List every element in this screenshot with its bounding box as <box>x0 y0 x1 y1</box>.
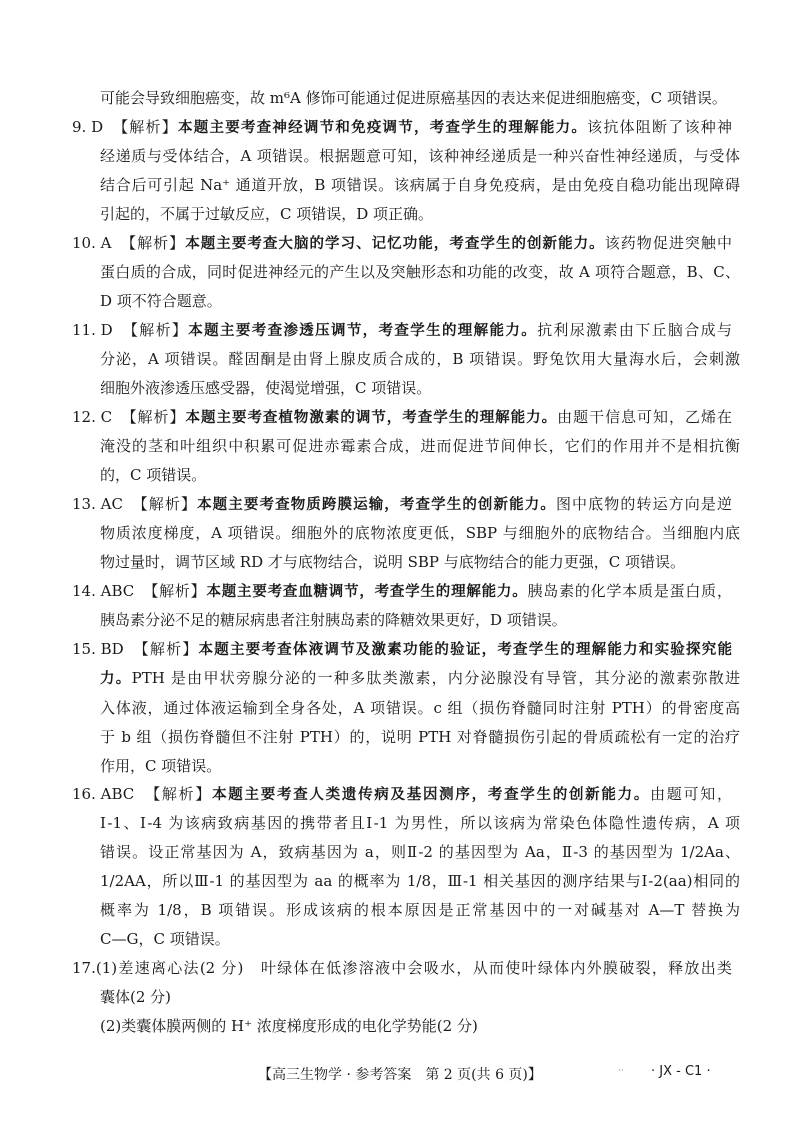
analysis-summary: 本题主要考查人类遗传病及基因测序，考查学生的创新能力。 <box>212 787 651 803</box>
text-line: 入体液，通过体液运输到全身各处，A 项错误。c 组（损伤脊髓同时注射 PTH）的骨密度高 <box>100 699 740 717</box>
text-line: 该药物促进突触中 <box>604 234 732 252</box>
analysis-tag: 【解析】 <box>141 640 199 658</box>
text-line: 蛋白质的合成，同时促进神经元的产生以及突触形态和功能的改变，故 A 项符合题意，B、C、 <box>100 263 740 281</box>
text-line: C—G，C 项错误。 <box>100 930 230 948</box>
answer-item-13-body <box>100 519 740 577</box>
analysis-summary: 本题主要考查物质跨膜运输，考查学生的创新能力。 <box>197 497 556 513</box>
analysis-summary: 本题主要考查体液调节及激素功能的验证，考查学生的理解能力和实验探究能 <box>198 642 732 658</box>
analysis-tag: 【解析】 <box>130 321 189 339</box>
text-line: 物质浓度梯度，A 项错误。细胞外的底物浓度更低，SBP 与细胞外的底物结合。当细胞内底 <box>100 524 740 542</box>
answer-item-11-body <box>100 345 740 403</box>
text-line: 抗利尿激素由下丘脑合成与 <box>537 321 732 339</box>
answer-item-10 <box>72 229 732 259</box>
text-line: (1)差速离心法(2 分) 叶绿体在低渗溶液中会吸水，从而使叶绿体内外膜破裂，释放出类 <box>95 959 732 977</box>
text-line: 于 b 组（损伤脊髓但不注射 PTH）的，说明 PTH 对脊髓损伤引起的骨质疏松有一定的治疗 <box>100 728 740 746</box>
analysis-summary: 本题主要考查大脑的学习、记忆功能，考查学生的创新能力。 <box>185 236 605 252</box>
answer-item-12 <box>72 403 732 433</box>
text-line: 物过量时，调节区域 RD 才与底物结合，说明 SBP 与底物结合的能力更强，C 项错误。 <box>100 553 686 571</box>
text-line: 引起的，不属于过敏反应，C 项错误，D 项正确。 <box>100 205 434 223</box>
answer-item-17-part2 <box>100 1012 740 1041</box>
footer-code: · JX - C1 · <box>651 1064 711 1079</box>
text-line: 该抗体阻断了该种神 <box>587 118 732 136</box>
text-line: 经递质与受体结合，A 项错误。根据题意可知，该种神经递质是一种兴奋性神经递质，与受体 <box>100 147 740 165</box>
text-line: 淹没的茎和叶组织中积累可促进赤霉素合成，进而促进节间伸长，它们的作用并不是相抗衡 <box>100 437 740 455</box>
answer-item-17 <box>72 954 732 983</box>
answer-number: 9. D <box>72 118 104 136</box>
analysis-summary-end: 力。 <box>100 671 132 687</box>
answer-number: 17. <box>72 959 96 977</box>
analysis-tag: 【解析】 <box>152 785 213 803</box>
text-line: 分泌，A 项错误。醛固酮是由肾上腺皮质合成的，B 项错误。野兔饮用大量海水后，会刺激 <box>100 350 740 368</box>
answer-number: 11. D <box>72 321 113 339</box>
page-footer <box>0 1064 800 1088</box>
answer-item-16 <box>72 780 732 810</box>
answer-item-14-body <box>100 606 740 635</box>
text-line: 的，C 项错误。 <box>100 466 207 484</box>
text-line: Ⅰ-1、Ⅰ-4 为该病致病基因的携带者且Ⅰ-1 为男性，所以该病为常染色体隐性遗传病，A 项 <box>100 814 740 832</box>
answer-item-11 <box>72 316 732 346</box>
answer-block <box>100 84 740 113</box>
analysis-summary: 本题主要考查渗透压调节，考查学生的理解能力。 <box>188 323 538 339</box>
answer-item-17-body <box>100 983 740 1012</box>
text-line: 细胞外液渗透压感受器，使渴觉增强，C 项错误。 <box>100 379 432 397</box>
analysis-summary: 本题主要考查神经调节和免疫调节，考查学生的理解能力。 <box>178 120 588 136</box>
text-line: 结合后可引起 Na⁺ 通道开放，B 项错误。该病属于自身免疫病，是由免疫自稳功能出现障碍 <box>100 176 740 194</box>
answer-item-12-body <box>100 432 740 490</box>
answer-number: 15. BD <box>72 640 124 658</box>
answer-number: 12. C <box>72 408 113 426</box>
answer-item-15 <box>72 635 732 665</box>
answer-number: 10. A <box>72 234 112 252</box>
text-line: 可能会导致细胞癌变，故 m⁶A 修饰可能通过促进原癌基因的表达来促进细胞癌变，C 项错误。 <box>100 89 727 107</box>
answer-number: 14. ABC <box>72 582 135 600</box>
answer-item-14 <box>72 577 732 607</box>
text-line: 胰岛素分泌不足的糖尿病患者注射胰岛素的降糖效果更好，D 项错误。 <box>100 611 567 629</box>
analysis-tag: 【解析】 <box>150 582 207 600</box>
answer-item-16-body <box>100 809 740 954</box>
answer-item-10-body <box>100 258 740 316</box>
analysis-tag: 【解析】 <box>128 234 186 252</box>
answer-item-15-body <box>100 664 740 781</box>
answer-number: 16. ABC <box>72 785 135 803</box>
text-line: 图中底物的转运方向是逆 <box>555 495 732 513</box>
text-line: 错误。设正常基因为 A，致病基因为 a，则Ⅱ-2 的基因型为 Aa，Ⅱ-3 的基因型为 1/2Aa、 <box>100 843 740 861</box>
text-line: PTH 是由甲状旁腺分泌的一种多肽类激素，内分泌腺没有导管，其分泌的激素弥散进 <box>131 669 740 687</box>
text-line: 1/2AA，所以Ⅲ-1 的基因型为 aa 的概率为 1/8，Ⅲ-1 相关基因的测序结果与Ⅰ-2(aa)相同的 <box>100 872 740 890</box>
answer-item-9 <box>72 113 732 143</box>
answer-number: 13. AC <box>72 495 123 513</box>
footer-title: 【高三生物学 · 参考答案 第 2 页(共 6 页)】 <box>258 1067 542 1083</box>
text-line: 由题可知， <box>650 785 732 803</box>
text-line: 胰岛素的化学本质是蛋白质， <box>527 582 732 600</box>
text-line: (2)类囊体膜两侧的 H⁺ 浓度梯度形成的电化学势能(2 分) <box>100 1017 478 1035</box>
analysis-summary: 本题主要考查血糖调节，考查学生的理解能力。 <box>206 584 528 600</box>
text-line: 作用，C 项错误。 <box>100 757 222 775</box>
analysis-tag: 【解析】 <box>129 408 186 426</box>
text-line: 囊体(2 分) <box>100 988 172 1006</box>
analysis-tag: 【解析】 <box>120 118 179 136</box>
answer-item-13 <box>72 490 732 520</box>
text-line: 概率为 1/8，B 项错误。形成该病的根本原因是正常基因中的一对碱基对 A—T 替换为 <box>100 901 740 919</box>
text-line: D 项不符合题意。 <box>100 292 222 310</box>
analysis-summary: 本题主要考查植物激素的调节，考查学生的理解能力。 <box>185 410 558 426</box>
footer-dots: ·· <box>618 1066 624 1076</box>
analysis-tag: 【解析】 <box>140 495 198 513</box>
text-line: 由题干信息可知，乙烯在 <box>557 408 732 426</box>
answer-item-9-body <box>100 142 740 229</box>
